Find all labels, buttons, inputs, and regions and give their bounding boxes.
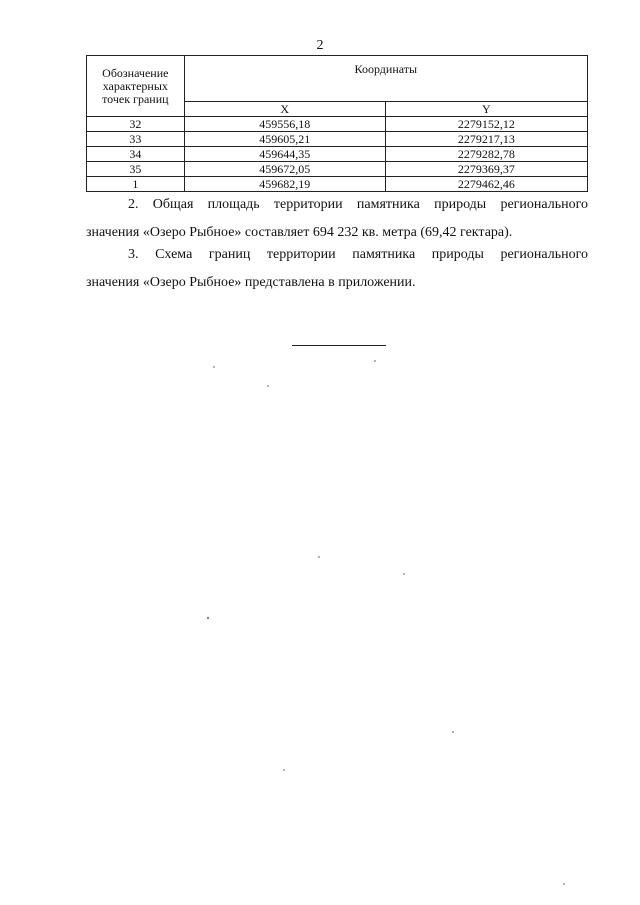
scan-speck <box>318 556 320 558</box>
header-label-line: точек границ <box>102 91 169 106</box>
table-row <box>87 117 588 132</box>
scan-speck <box>267 385 269 387</box>
paragraph-first-line: 2. Общая площадь территории памятника природы регионального <box>128 197 588 212</box>
coordinates-table <box>86 55 588 192</box>
paragraph-continuation: значения «Озеро Рыбное» составляет 694 232 кв. метра (69,42 гектара). <box>86 225 513 240</box>
header-y: Y <box>385 102 587 117</box>
cell-y: 2279282,78 <box>385 147 587 162</box>
cell-point: 32 <box>87 117 185 132</box>
end-divider <box>292 345 386 346</box>
scan-speck <box>452 731 454 733</box>
cell-point: 34 <box>87 147 185 162</box>
header-point-label <box>87 56 185 117</box>
table-row <box>87 132 588 147</box>
page-number: 2 <box>316 38 324 53</box>
table-row <box>87 147 588 162</box>
table-row <box>87 177 588 192</box>
scan-speck <box>374 360 376 362</box>
cell-y: 2279369,37 <box>385 162 587 177</box>
header-label-line: характерных <box>102 78 168 93</box>
paragraph-schema <box>86 241 588 297</box>
cell-x: 459672,05 <box>184 162 385 177</box>
cell-point: 1 <box>87 177 185 192</box>
scan-speck <box>283 769 285 771</box>
header-label-line: Обозначение <box>102 65 169 80</box>
cell-x: 459644,35 <box>184 147 385 162</box>
scan-speck <box>563 883 565 885</box>
header-x: X <box>184 102 385 117</box>
cell-y: 2279217,13 <box>385 132 587 147</box>
header-coordinates: Координаты <box>184 56 587 102</box>
cell-x: 459605,21 <box>184 132 385 147</box>
cell-x: 459556,18 <box>184 117 385 132</box>
paragraph-first-line: 3. Схема границ территории памятника природы регионального <box>128 247 588 262</box>
paragraph-continuation: значения «Озеро Рыбное» представлена в приложении. <box>86 275 416 290</box>
scan-speck <box>207 617 209 619</box>
cell-x: 459682,19 <box>184 177 385 192</box>
table-row <box>87 162 588 177</box>
cell-y: 2279462,46 <box>385 177 587 192</box>
paragraph-area <box>86 191 588 247</box>
scan-speck <box>213 366 215 368</box>
cell-point: 35 <box>87 162 185 177</box>
cell-point: 33 <box>87 132 185 147</box>
cell-y: 2279152,12 <box>385 117 587 132</box>
scan-speck <box>403 573 405 575</box>
